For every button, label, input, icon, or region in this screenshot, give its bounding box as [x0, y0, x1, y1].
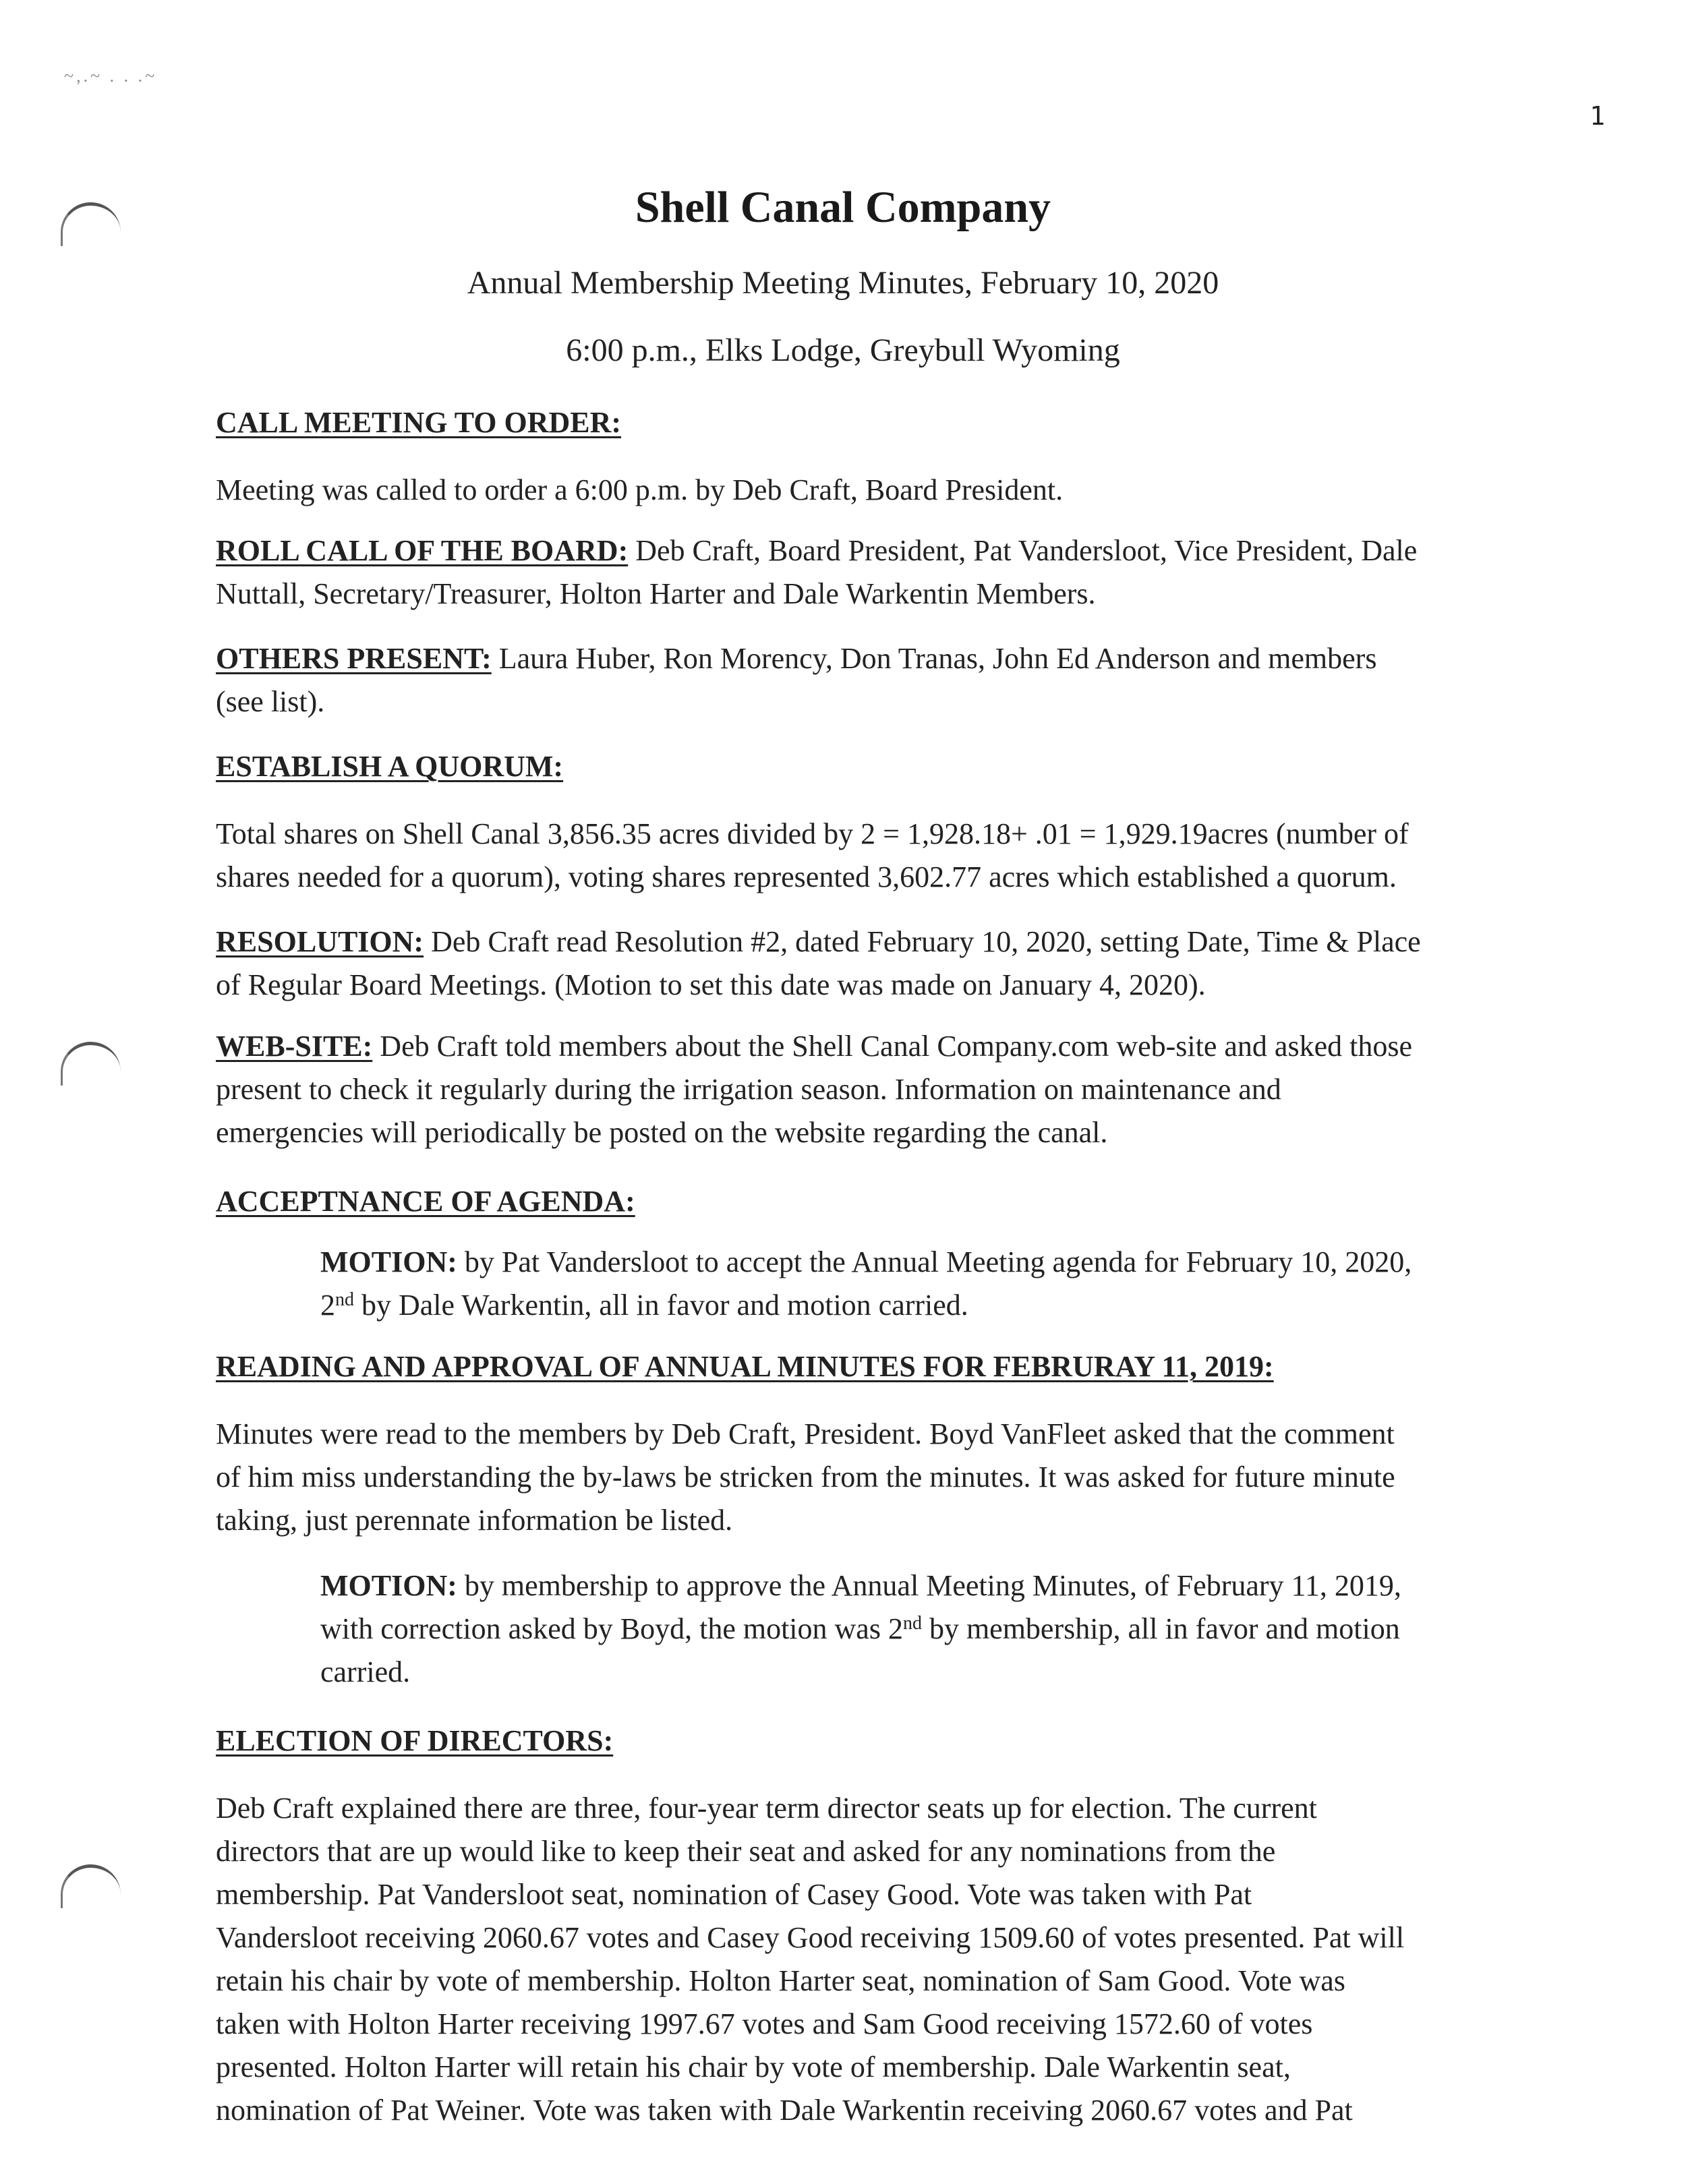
- election-line: membership. Pat Vandersloot seat, nomination of Casey Good. Vote was taken with Pat: [216, 1878, 1252, 1911]
- page-number: 1: [1590, 101, 1605, 131]
- motion-text: carried.: [320, 1655, 411, 1688]
- motion-text: with correction asked by Boyd, the motion was 2: [320, 1612, 903, 1645]
- section-website: [216, 1025, 1598, 1154]
- election-line: directors that are up would like to keep their seat and asked for any nominations from the: [216, 1835, 1276, 1868]
- motion-text: by Pat Vandersloot to accept the Annual Meeting agenda for February 10, 2020,: [457, 1245, 1412, 1278]
- election-line: Vandersloot receiving 2060.67 votes and Casey Good receiving 1509.60 of votes presented. Pat will: [216, 1921, 1405, 1954]
- motion-label: MOTION:: [320, 1245, 457, 1278]
- quorum-line: shares needed for a quorum), voting shares represented 3,602.77 acres which established a quorum.: [216, 860, 1397, 893]
- quorum-text: [216, 813, 1598, 899]
- superscript: nd: [335, 1289, 354, 1310]
- quorum-line: Total shares on Shell Canal 3,856.35 acres divided by 2 = 1,928.18+ .01 = 1,929.19acres (number of: [216, 817, 1409, 850]
- section-call-heading: [216, 401, 1598, 444]
- others-present-text: Laura Huber, Ron Morency, Don Tranas, John Ed Anderson and members: [491, 642, 1377, 675]
- motion-text: 2: [320, 1289, 335, 1322]
- section-heading: READING AND APPROVAL OF ANNUAL MINUTES FOR FEBRURAY 11, 2019:: [216, 1350, 1274, 1383]
- section-resolution: [216, 920, 1598, 1007]
- minutes-line: taking, just perennate information be listed.: [216, 1504, 733, 1537]
- minutes-motion: [320, 1564, 1602, 1694]
- section-heading: ACCEPTNANCE OF AGENDA:: [216, 1185, 635, 1218]
- section-quorum-heading: [216, 745, 1598, 788]
- superscript: nd: [902, 1613, 922, 1634]
- website-text: emergencies will periodically be posted on the website regarding the canal.: [216, 1116, 1108, 1149]
- resolution-text: of Regular Board Meetings. (Motion to set this date was made on January 4, 2020).: [216, 968, 1206, 1001]
- section-heading: CALL MEETING TO ORDER:: [216, 406, 622, 439]
- binder-hole-mark: [61, 1042, 121, 1086]
- website-label: WEB-SITE:: [216, 1030, 373, 1063]
- agenda-motion: [320, 1241, 1602, 1327]
- meeting-location: 6:00 p.m., Elks Lodge, Greybull Wyoming: [566, 332, 1120, 368]
- others-present-text: (see list).: [216, 685, 325, 718]
- roll-call-label: ROLL CALL OF THE BOARD:: [216, 534, 629, 567]
- section-heading: ELECTION OF DIRECTORS:: [216, 1724, 614, 1757]
- scan-mark: ~,.~ . . .~: [64, 66, 158, 86]
- roll-call-text: Deb Craft, Board President, Pat Vandersloot, Vice President, Dale: [628, 534, 1418, 567]
- website-text: Deb Craft told members about the Shell Canal Company.com web-site and asked those: [372, 1030, 1412, 1063]
- motion-text: by membership, all in favor and motion: [921, 1612, 1400, 1645]
- document-subtitle: Annual Membership Meeting Minutes, February 10, 2020: [467, 265, 1219, 301]
- minutes-line: of him miss understanding the by-laws be stricken from the minutes. It was asked for future minute: [216, 1460, 1395, 1494]
- election-line: nomination of Pat Weiner. Vote was taken with Dale Warkentin receiving 2060.67 votes and Pat: [216, 2094, 1353, 2127]
- motion-label: MOTION:: [320, 1569, 457, 1602]
- election-line: presented. Holton Harter will retain his chair by vote of membership. Dale Warkentin seat,: [216, 2050, 1291, 2084]
- section-minutes-heading: [216, 1345, 1598, 1388]
- call-to-order-text: Meeting was called to order a 6:00 p.m. by Deb Craft, Board President.: [216, 473, 1064, 506]
- section-election-heading: [216, 1719, 1598, 1763]
- section-agenda-heading: [216, 1180, 1598, 1223]
- document-title: Shell Canal Company: [635, 183, 1051, 232]
- section-roll-call: [216, 529, 1598, 616]
- minutes-text: [216, 1413, 1598, 1542]
- election-line: Deb Craft explained there are three, four-year term director seats up for election. The current: [216, 1792, 1317, 1825]
- election-line: retain his chair by vote of membership. Holton Harter seat, nomination of Sam Good. Vote was: [216, 1964, 1345, 1997]
- motion-text: by membership to approve the Annual Meeting Minutes, of February 11, 2019,: [457, 1569, 1401, 1602]
- others-present-label: OTHERS PRESENT:: [216, 642, 492, 675]
- section-heading: ESTABLISH A QUORUM:: [216, 750, 564, 783]
- website-text: present to check it regularly during the irrigation season. Information on maintenance and: [216, 1073, 1281, 1106]
- resolution-label: RESOLUTION:: [216, 925, 424, 958]
- minutes-line: Minutes were read to the members by Deb Craft, President. Boyd VanFleet asked that the comment: [216, 1417, 1395, 1450]
- binder-hole-mark: [61, 1864, 121, 1908]
- section-others-present: [216, 637, 1598, 724]
- roll-call-text: Nuttall, Secretary/Treasurer, Holton Harter and Dale Warkentin Members.: [216, 577, 1096, 610]
- election-line: taken with Holton Harter receiving 1997.67 votes and Sam Good receiving 1572.60 of votes: [216, 2007, 1313, 2040]
- election-text: [216, 1787, 1598, 2132]
- resolution-text: Deb Craft read Resolution #2, dated February 10, 2020, setting Date, Time & Place: [424, 925, 1421, 958]
- motion-text: by Dale Warkentin, all in favor and motion carried.: [354, 1289, 968, 1322]
